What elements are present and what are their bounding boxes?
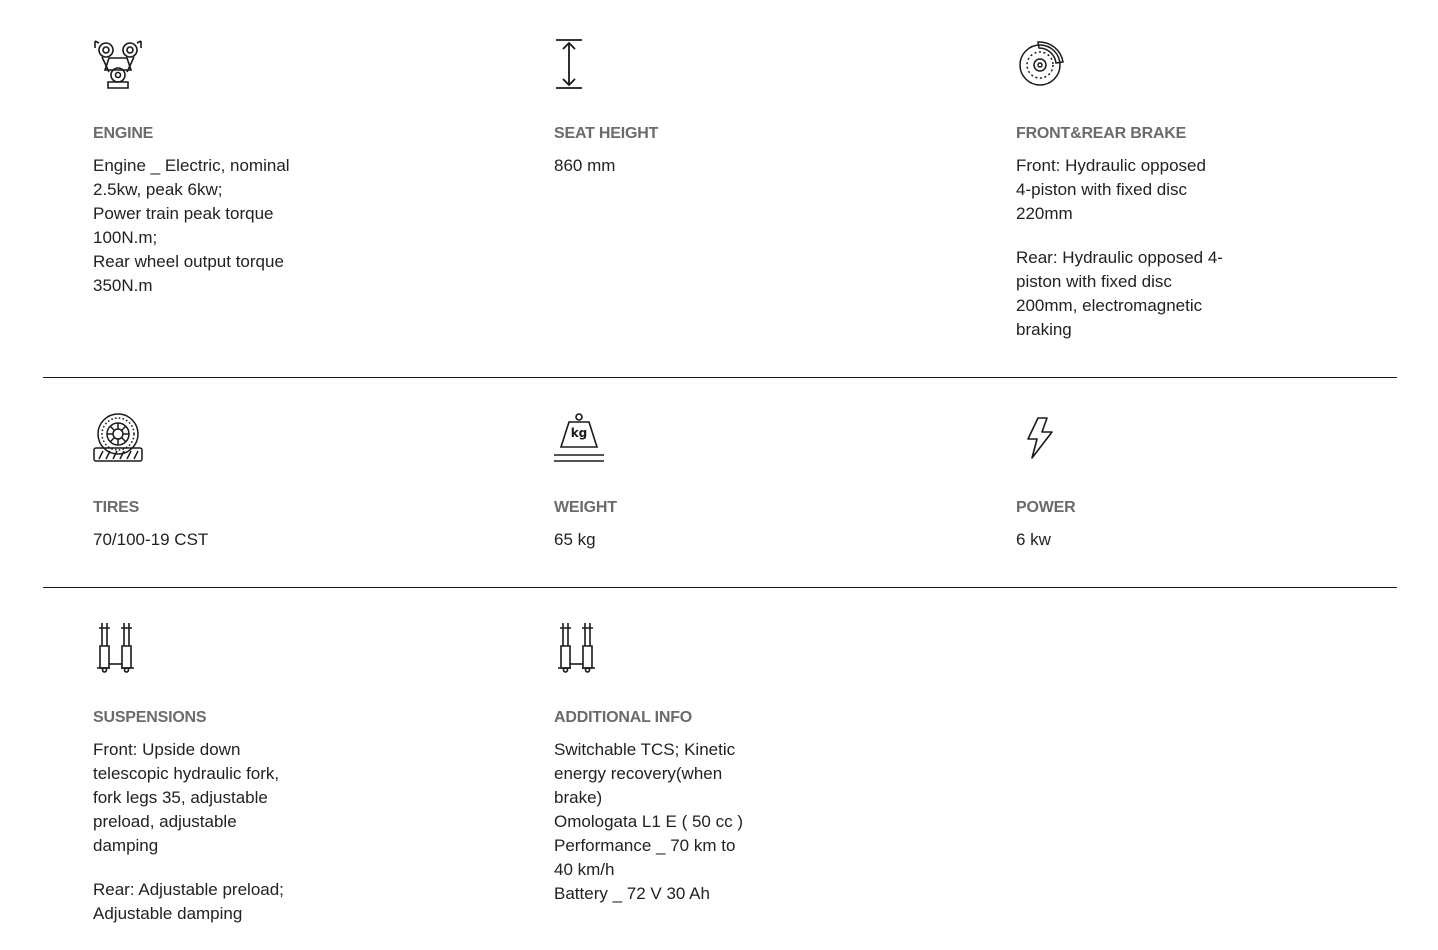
suspensions-front-line: damping: [93, 836, 159, 855]
weight-line: 65 kg: [554, 530, 596, 549]
suspensions-value: [93, 738, 333, 926]
additional-info-value: [554, 738, 794, 906]
brake-rear-line: braking: [1016, 320, 1072, 339]
tires-line: 70/100-19 CST: [93, 530, 209, 549]
height-arrow-icon: [554, 38, 584, 90]
brake-front-line: 220mm: [1016, 204, 1073, 223]
engine-value: [93, 154, 333, 298]
spec-brake: [1016, 38, 1316, 358]
row-divider: [43, 587, 1397, 588]
additional-info-line: energy recovery(when: [554, 764, 723, 783]
lightning-bolt-icon: [1016, 412, 1066, 462]
fork-suspension-icon: [554, 622, 604, 674]
brake-front-line: 4-piston with fixed disc: [1016, 180, 1188, 199]
spec-power: [1016, 412, 1276, 562]
tires-title: TIRES: [93, 499, 140, 516]
additional-info-line: Battery _ 72 V 30 Ah: [554, 884, 710, 903]
weight-kg-icon: [554, 412, 606, 464]
suspensions-front-line: fork legs 35, adjustable: [93, 788, 268, 807]
spec-suspensions: [93, 622, 353, 942]
weight-title: WEIGHT: [554, 499, 617, 516]
spec-engine: [93, 38, 353, 338]
engine-line: Engine _ Electric, nominal: [93, 156, 290, 175]
additional-info-title: ADDITIONAL INFO: [554, 709, 693, 726]
fork-suspension-icon: [93, 622, 143, 674]
spec-additional-info: [554, 622, 814, 942]
tires-value: [93, 528, 333, 552]
seat-height-value: [554, 154, 794, 178]
engine-line: 2.5kw, peak 6kw;: [93, 180, 223, 199]
row-divider: [43, 377, 1397, 378]
power-line: 6 kw: [1016, 530, 1051, 549]
engine-line: Power train peak torque: [93, 204, 274, 223]
suspensions-front-line: telescopic hydraulic fork,: [93, 764, 280, 783]
power-value: [1016, 528, 1256, 552]
suspensions-rear-line: Adjustable damping: [93, 904, 243, 923]
spec-weight: [554, 412, 814, 562]
spec-tires: [93, 412, 353, 562]
engine-line: 100N.m;: [93, 228, 158, 247]
additional-info-line: Omologata L1 E ( 50 cc ): [554, 812, 743, 831]
engine-line: 350N.m: [93, 276, 153, 295]
brake-rear-line: Rear: Hydraulic opposed 4-: [1016, 248, 1223, 267]
brake-disc-icon: [1016, 38, 1066, 88]
brake-front-line: Front: Hydraulic opposed: [1016, 156, 1206, 175]
engine-icon: [93, 38, 143, 90]
brake-rear-line: piston with fixed disc: [1016, 272, 1172, 291]
power-title: POWER: [1016, 499, 1076, 516]
engine-line: Rear wheel output torque: [93, 252, 284, 271]
additional-info-line: brake): [554, 788, 603, 807]
tire-icon: [93, 412, 145, 464]
brake-value: [1016, 154, 1256, 342]
weight-icon-label: kg: [570, 426, 588, 440]
engine-title: ENGINE: [93, 125, 154, 142]
suspensions-front-line: Front: Upside down: [93, 740, 241, 759]
seat-height-line: 860 mm: [554, 156, 616, 175]
brake-rear-line: 200mm, electromagnetic: [1016, 296, 1203, 315]
additional-info-line: 40 km/h: [554, 860, 615, 879]
additional-info-line: Performance _ 70 km to: [554, 836, 736, 855]
weight-value: [554, 528, 794, 552]
additional-info-line: Switchable TCS; Kinetic: [554, 740, 736, 759]
suspensions-title: SUSPENSIONS: [93, 709, 207, 726]
spec-seat-height: [554, 38, 814, 338]
brake-title: FRONT&REAR BRAKE: [1016, 125, 1187, 142]
seat-height-title: SEAT HEIGHT: [554, 125, 659, 142]
suspensions-rear-line: Rear: Adjustable preload;: [93, 880, 284, 899]
suspensions-front-line: preload, adjustable: [93, 812, 237, 831]
